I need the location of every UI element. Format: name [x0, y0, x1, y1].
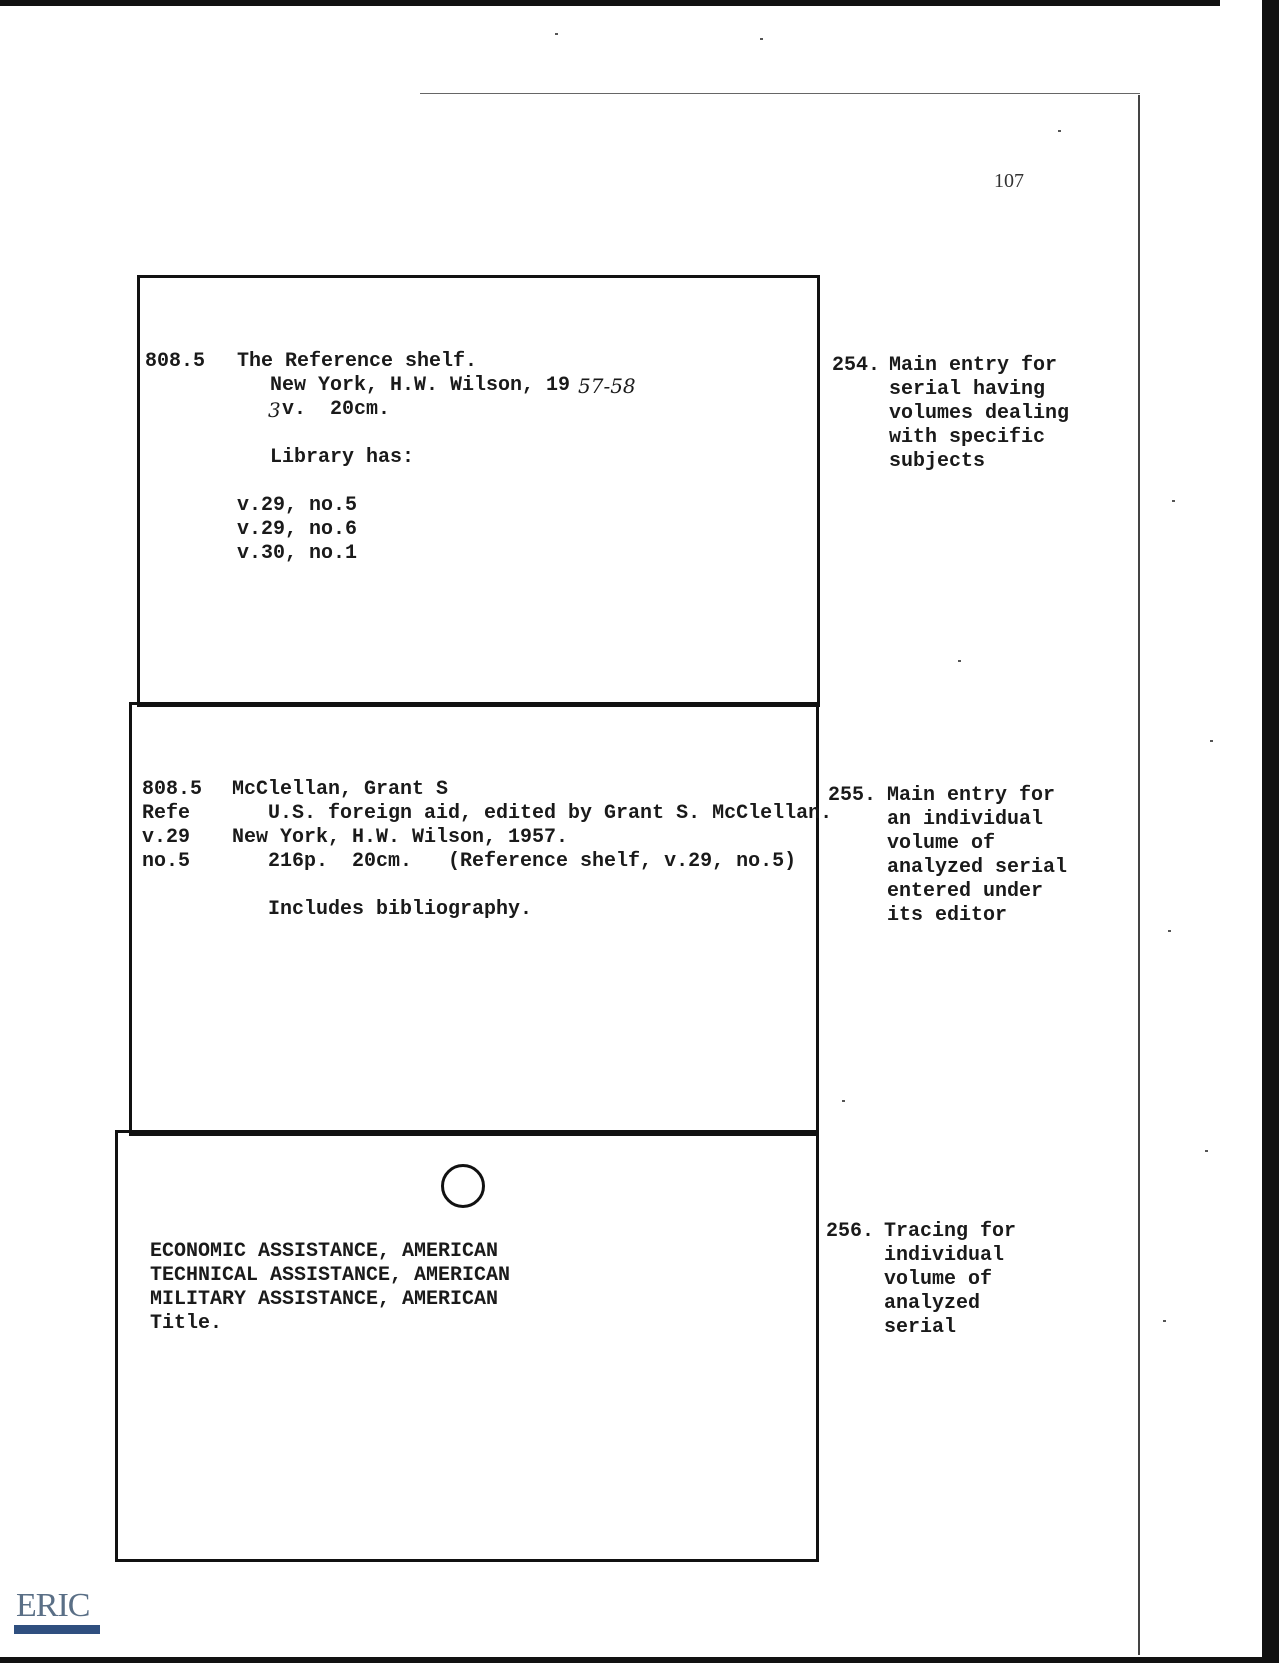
handwritten-years: 57-58 [578, 374, 636, 398]
holding-item: v.30, no.1 [237, 542, 358, 565]
note-line: Tracing for [884, 1220, 1017, 1243]
eric-logo-bar [14, 1625, 100, 1634]
scan-edge-top [0, 0, 1220, 6]
note-number: 254. [832, 354, 881, 377]
note-line: an individual [887, 808, 1044, 831]
page-number: 107 [994, 170, 1024, 192]
note-line: with specific [889, 426, 1046, 449]
right-margin-rule [1138, 95, 1140, 1655]
call-number: 808.5 [145, 350, 206, 373]
imprint: New York, H.W. Wilson, 1957. [232, 826, 569, 849]
tracing-line: MILITARY ASSISTANCE, AMERICAN [150, 1288, 499, 1311]
card-punch-hole [441, 1164, 485, 1208]
note-line: its editor [887, 904, 1008, 927]
scan-speck [760, 38, 763, 40]
call-number-line: 808.5 [142, 778, 203, 801]
note-line: serial [884, 1316, 957, 1339]
note-line: volume of [887, 832, 996, 855]
scan-edge-bottom [0, 1657, 1279, 1663]
call-number-line: Refe [142, 802, 191, 825]
scan-speck [555, 33, 558, 35]
holding-item: v.29, no.6 [237, 518, 358, 541]
tracing-line: Title. [150, 1312, 223, 1335]
author-heading: McClellan, Grant S [232, 778, 449, 801]
note-number: 255. [828, 784, 877, 807]
scan-speck [1058, 130, 1061, 132]
top-rule [420, 93, 1140, 94]
note-line: Main entry for [887, 784, 1056, 807]
note-line: volume of [884, 1268, 993, 1291]
note-line: volumes dealing [889, 402, 1070, 425]
note-line: individual [884, 1244, 1005, 1267]
card-note: Includes bibliography. [268, 898, 533, 921]
tracing-line: TECHNICAL ASSISTANCE, AMERICAN [150, 1264, 511, 1287]
note-line: analyzed [884, 1292, 981, 1315]
imprint: New York, H.W. Wilson, 19 [270, 374, 571, 397]
catalog-card-1 [137, 275, 820, 707]
collation: v. 20cm. [282, 398, 391, 421]
call-number-line: v.29 [142, 826, 191, 849]
scan-speck [842, 1100, 845, 1102]
handwritten-volume-count: 3 [268, 398, 281, 422]
collation-series: 216p. 20cm. (Reference shelf, v.29, no.5) [268, 850, 797, 873]
note-line: entered under [887, 880, 1044, 903]
note-line: analyzed serial [887, 856, 1068, 879]
tracing-line: ECONOMIC ASSISTANCE, AMERICAN [150, 1240, 499, 1263]
note-number: 256. [826, 1220, 875, 1243]
scan-speck [1205, 1150, 1208, 1152]
scan-speck [958, 660, 961, 662]
eric-logo [14, 1575, 100, 1635]
note-line: Main entry for [889, 354, 1058, 377]
eric-logo-text: ERIC [16, 1587, 90, 1624]
call-number-line: no.5 [142, 850, 191, 873]
holdings-label: Library has: [270, 446, 415, 469]
scan-speck [1210, 740, 1213, 742]
scan-speck [1172, 500, 1175, 502]
note-line: subjects [889, 450, 986, 473]
card-title: The Reference shelf. [237, 350, 478, 373]
note-line: serial having [889, 378, 1046, 401]
scan-speck [1163, 1320, 1166, 1322]
scan-edge-right [1262, 0, 1279, 1663]
scan-speck [1168, 930, 1171, 932]
title-statement: U.S. foreign aid, edited by Grant S. McClellan. [268, 802, 833, 825]
holding-item: v.29, no.5 [237, 494, 358, 517]
